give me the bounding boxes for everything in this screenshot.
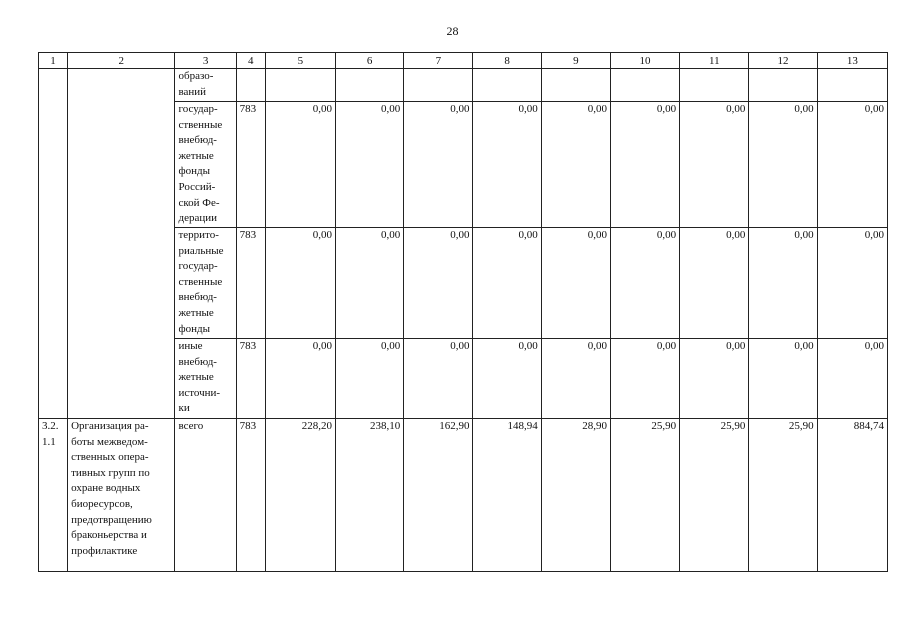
- value-cell: 0,00: [404, 339, 473, 419]
- value-cell: [473, 69, 541, 102]
- column-number-row: [39, 53, 888, 69]
- name-cell-empty: [68, 69, 175, 419]
- funding-source-cell: образо- ваний: [175, 69, 236, 102]
- value-cell: 0,00: [817, 228, 887, 339]
- value-cell: 0,00: [817, 339, 887, 419]
- funding-source-cell: террито- риальные государ- ственные внебюд- жетные фонды: [175, 228, 236, 339]
- budget-table: [38, 52, 888, 572]
- value-cell: [541, 69, 610, 102]
- code-cell: 783: [236, 228, 265, 339]
- value-cell: 0,00: [610, 339, 679, 419]
- table-row: [39, 69, 888, 102]
- value-cell: 0,00: [473, 339, 541, 419]
- total-value-cell: 884,74: [817, 419, 887, 572]
- task-name-cell: Организация ра- боты межведом- ственных опера- тивных групп по охране водных биоресурсов, предотвращению браконьерства и профилактике: [68, 419, 175, 572]
- column-header: 10: [610, 53, 679, 69]
- column-header: 11: [680, 53, 749, 69]
- column-header: 8: [473, 53, 541, 69]
- column-header: 2: [68, 53, 175, 69]
- column-header: 6: [336, 53, 404, 69]
- value-cell: 162,90: [404, 419, 473, 572]
- value-cell: [336, 69, 404, 102]
- value-cell: 25,90: [610, 419, 679, 572]
- value-cell: 0,00: [749, 228, 817, 339]
- column-header: 13: [817, 53, 887, 69]
- column-header: 5: [265, 53, 335, 69]
- value-cell: [610, 69, 679, 102]
- value-cell: 238,10: [336, 419, 404, 572]
- value-cell: 0,00: [404, 228, 473, 339]
- value-cell: 0,00: [541, 339, 610, 419]
- value-cell: 228,20: [265, 419, 335, 572]
- column-header: 3: [175, 53, 236, 69]
- value-cell: 28,90: [541, 419, 610, 572]
- value-cell: 0,00: [680, 339, 749, 419]
- value-cell: 0,00: [336, 339, 404, 419]
- value-cell: [265, 69, 335, 102]
- funding-source-cell: государ- ственные внебюд- жетные фонды Россий- ской Фе- дерации: [175, 102, 236, 228]
- value-cell: [680, 69, 749, 102]
- column-header: 9: [541, 53, 610, 69]
- code-cell: 783: [236, 419, 265, 572]
- value-cell: 0,00: [749, 102, 817, 228]
- index-cell-empty: [39, 69, 68, 419]
- value-cell: 0,00: [680, 102, 749, 228]
- value-cell: 0,00: [541, 228, 610, 339]
- value-cell: 0,00: [749, 339, 817, 419]
- code-cell: 783: [236, 339, 265, 419]
- value-cell: 0,00: [473, 228, 541, 339]
- column-header: 1: [39, 53, 68, 69]
- value-cell: 0,00: [610, 102, 679, 228]
- code-cell: [236, 69, 265, 102]
- value-cell: 25,90: [680, 419, 749, 572]
- value-cell: 0,00: [265, 339, 335, 419]
- value-cell: 0,00: [473, 102, 541, 228]
- value-cell: 25,90: [749, 419, 817, 572]
- value-cell: [749, 69, 817, 102]
- value-cell: 0,00: [680, 228, 749, 339]
- code-cell: 783: [236, 102, 265, 228]
- value-cell: [404, 69, 473, 102]
- value-cell: 0,00: [336, 102, 404, 228]
- value-cell: 0,00: [265, 228, 335, 339]
- column-header: 12: [749, 53, 817, 69]
- funding-source-cell: иные внебюд- жетные источни- ки: [175, 339, 236, 419]
- value-cell: 0,00: [336, 228, 404, 339]
- value-cell: 0,00: [817, 102, 887, 228]
- value-cell: 0,00: [610, 228, 679, 339]
- value-cell: 0,00: [541, 102, 610, 228]
- task-index-cell: 3.2. 1.1: [39, 419, 68, 572]
- funding-source-cell: всего: [175, 419, 236, 572]
- value-cell: 0,00: [265, 102, 335, 228]
- task-row: [39, 419, 888, 572]
- column-header: 4: [236, 53, 265, 69]
- page-number: 28: [446, 24, 459, 38]
- column-header: 7: [404, 53, 473, 69]
- value-cell: 0,00: [404, 102, 473, 228]
- value-cell: [817, 69, 887, 102]
- value-cell: 148,94: [473, 419, 541, 572]
